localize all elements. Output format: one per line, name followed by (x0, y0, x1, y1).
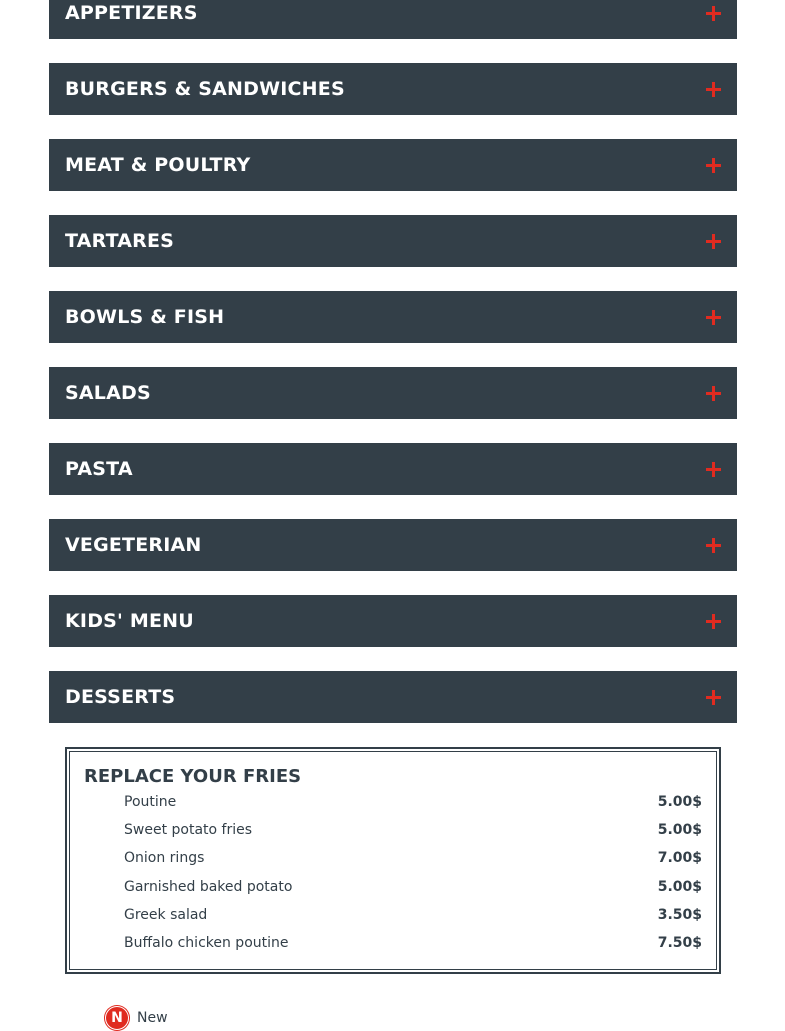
plus-icon[interactable] (706, 158, 721, 173)
menu-accordion (49, 0, 737, 747)
list-item (124, 907, 702, 935)
plus-icon[interactable] (706, 614, 721, 629)
replace-fries-box (65, 747, 721, 974)
accordion-section-title: KIDS' MENU (65, 610, 194, 632)
legend-label-new: New (137, 1010, 168, 1026)
item-name: Poutine (124, 794, 177, 810)
list-item (124, 879, 702, 907)
accordion-section-meat-poultry[interactable] (49, 139, 737, 191)
item-price: 7.00$ (657, 850, 702, 867)
item-price: 5.00$ (657, 822, 702, 839)
plus-icon[interactable] (706, 690, 721, 705)
item-price: 3.50$ (657, 906, 702, 923)
list-item (124, 822, 702, 850)
list-item (124, 935, 702, 963)
accordion-section-title: MEAT & POULTRY (65, 154, 251, 176)
accordion-section-tartares[interactable] (49, 215, 737, 267)
plus-icon[interactable] (706, 386, 721, 401)
item-price: 5.00$ (657, 794, 702, 810)
plus-icon[interactable] (706, 234, 721, 249)
plus-icon[interactable] (706, 310, 721, 325)
accordion-section-vegeterian[interactable] (49, 519, 737, 571)
item-price: 7.50$ (657, 934, 702, 951)
accordion-section-title: DESSERTS (65, 686, 176, 708)
accordion-section-burgers-sandwiches[interactable] (49, 63, 737, 115)
accordion-section-title: SALADS (65, 382, 151, 404)
item-name: Onion rings (124, 850, 205, 867)
accordion-section-title: VEGETERIAN (65, 534, 202, 556)
accordion-section-title: BURGERS & SANDWICHES (65, 78, 345, 100)
replace-fries-list (124, 794, 702, 963)
legend (105, 1005, 168, 1031)
item-price: 5.00$ (657, 878, 702, 895)
accordion-section-bowls-fish[interactable] (49, 291, 737, 343)
plus-icon[interactable] (706, 538, 721, 553)
accordion-section-appetizers[interactable] (49, 0, 737, 39)
accordion-section-title: PASTA (65, 458, 133, 480)
replace-fries-title: REPLACE YOUR FRIES (84, 766, 302, 787)
list-item (124, 850, 702, 878)
accordion-section-title: APPETIZERS (65, 2, 198, 24)
list-item (124, 794, 702, 822)
accordion-section-title: BOWLS & FISH (65, 306, 225, 328)
plus-icon[interactable] (706, 6, 721, 21)
accordion-section-pasta[interactable] (49, 443, 737, 495)
replace-fries-inner (69, 751, 717, 970)
accordion-section-salads[interactable] (49, 367, 737, 419)
item-name: Garnished baked potato (124, 878, 293, 895)
accordion-section-desserts[interactable] (49, 671, 737, 723)
accordion-section-title: TARTARES (65, 230, 175, 252)
new-badge-icon: N (105, 1006, 129, 1030)
item-name: Buffalo chicken poutine (124, 934, 289, 951)
plus-icon[interactable] (706, 82, 721, 97)
item-name: Sweet potato fries (124, 822, 253, 839)
item-name: Greek salad (124, 906, 208, 923)
accordion-section-kids-menu[interactable] (49, 595, 737, 647)
plus-icon[interactable] (706, 462, 721, 477)
